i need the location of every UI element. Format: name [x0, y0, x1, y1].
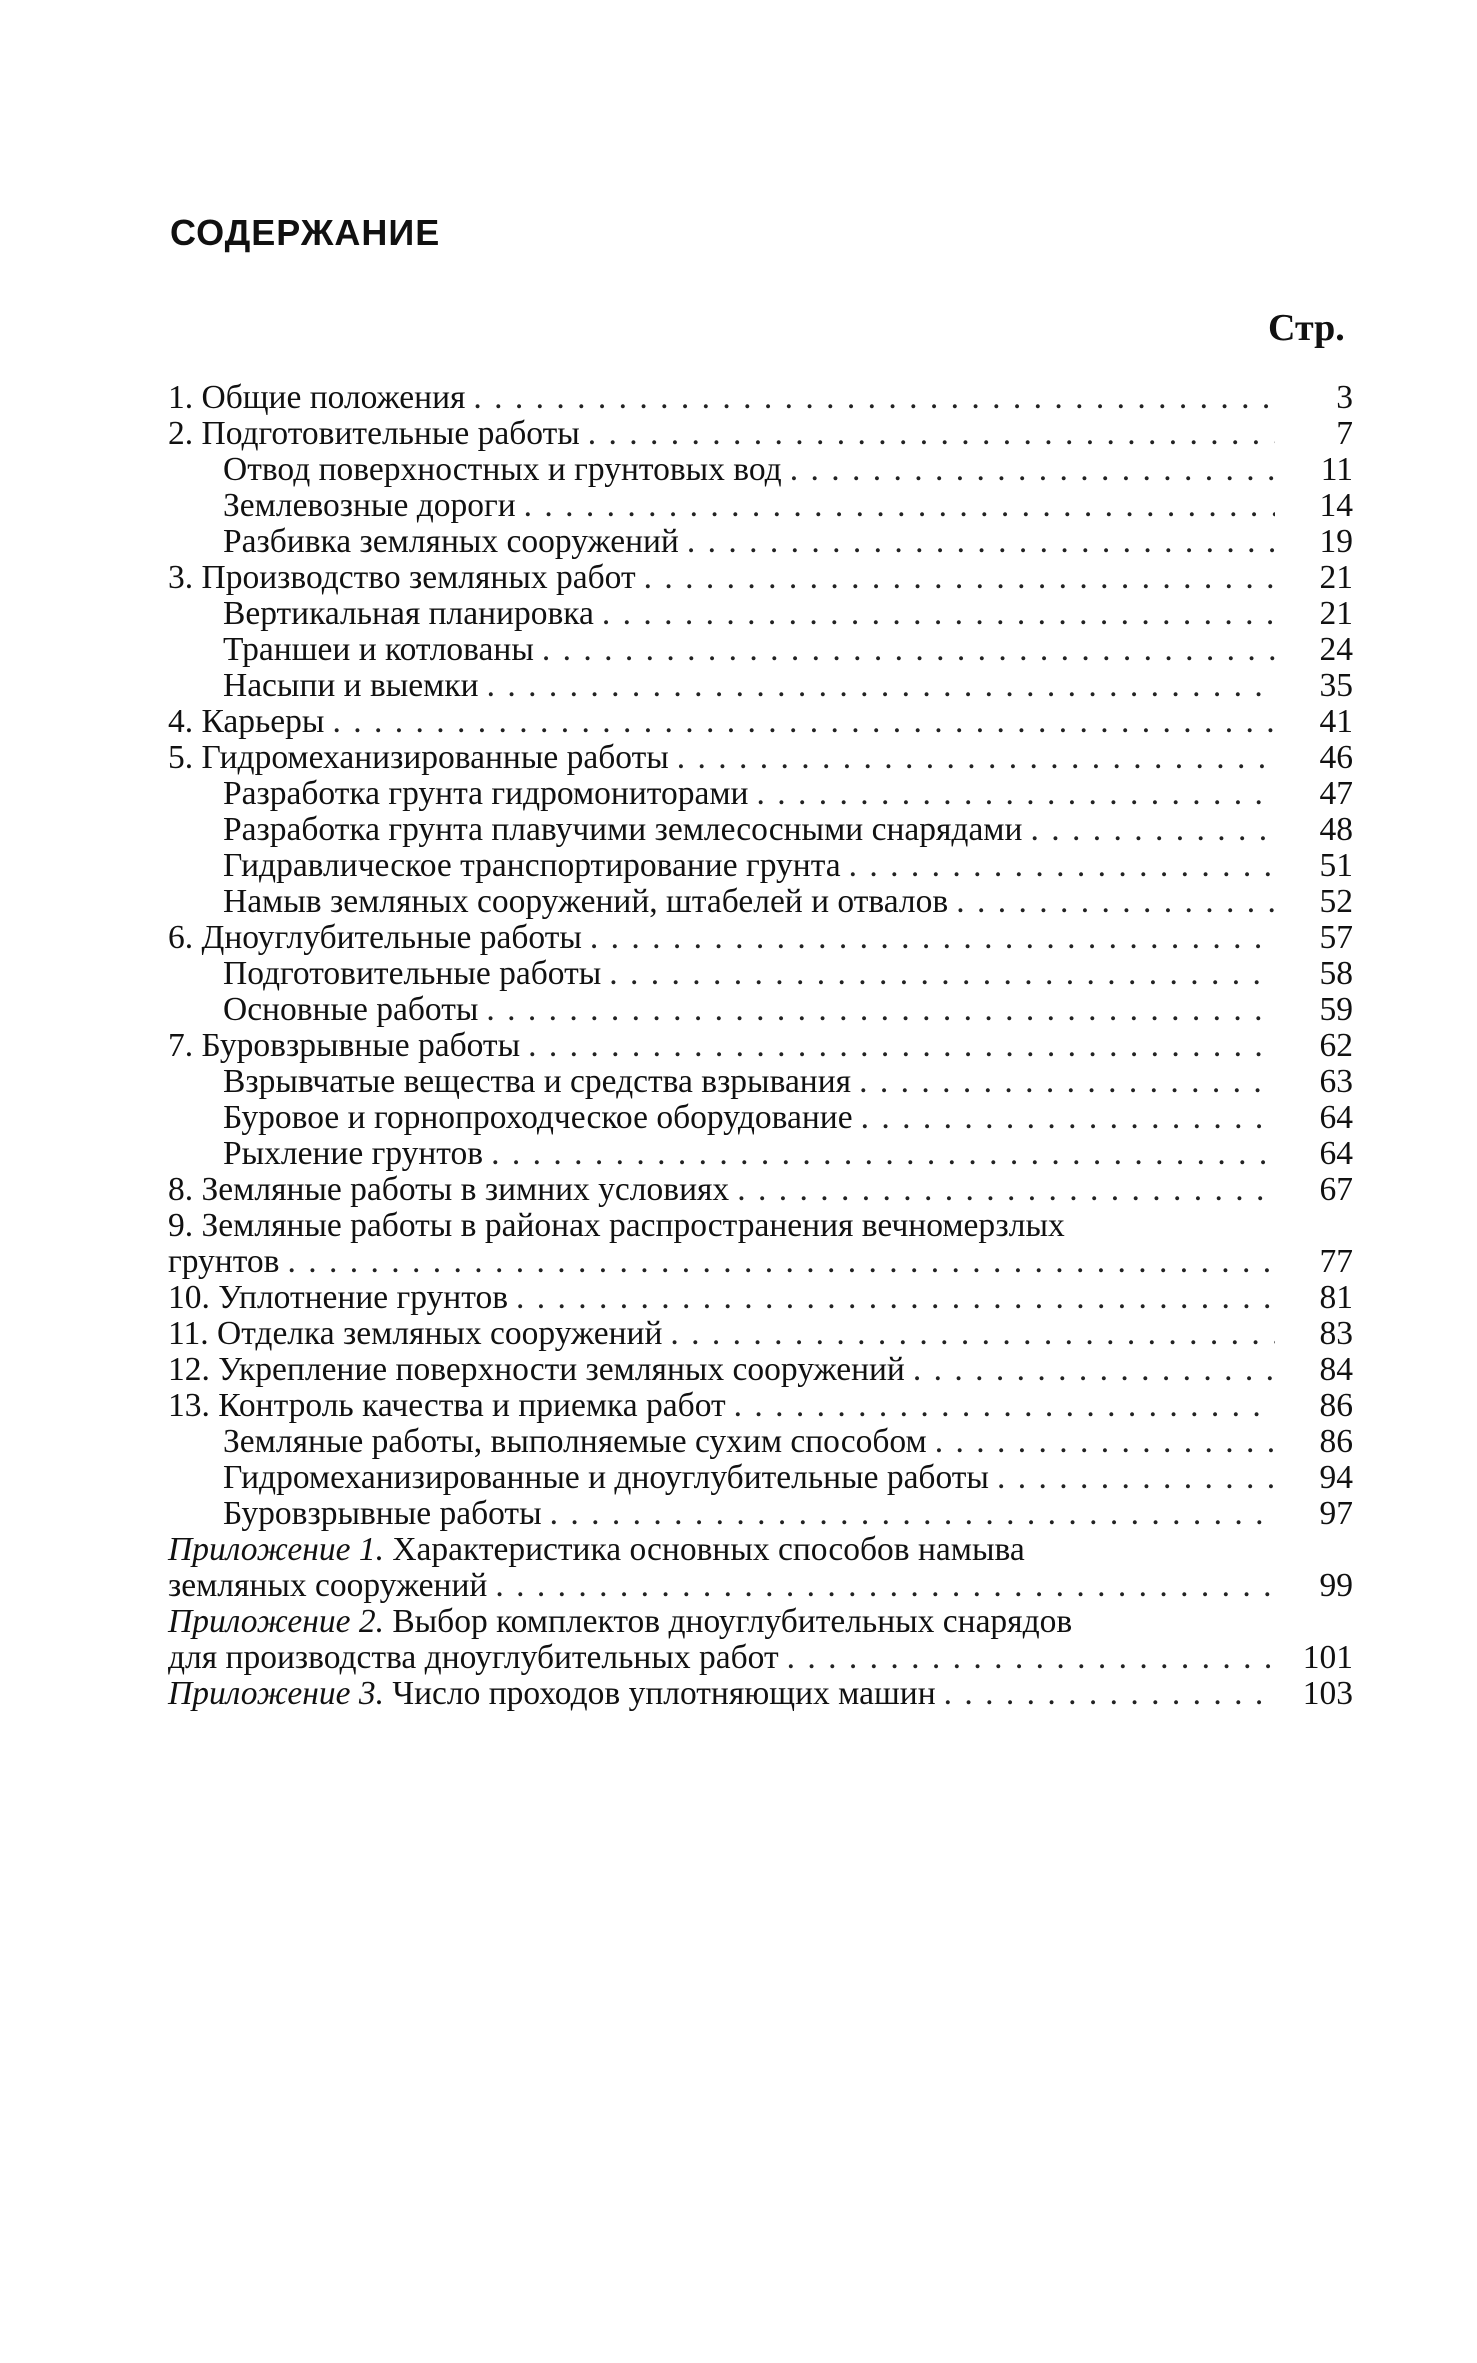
toc-entry-title: 5. Гидромеханизированные работы: [168, 739, 669, 776]
toc-entry-page: 86: [1319, 1387, 1353, 1424]
dot-leader: [528, 1028, 1275, 1064]
toc-entry-title: грунтов: [168, 1243, 280, 1280]
toc-entry-page: 51: [1319, 847, 1353, 884]
page-column-label: Стр.: [1268, 307, 1345, 349]
toc-entry-title: Намыв земляных сооружений, штабелей и отвалов: [223, 883, 949, 920]
toc-entry-page: 64: [1319, 1099, 1353, 1136]
dot-leader: [935, 1424, 1275, 1460]
dot-leader: [913, 1352, 1275, 1388]
toc-entry-page: 46: [1319, 739, 1353, 776]
appendix-label: Приложение 3.: [168, 1675, 384, 1712]
dot-leader: [602, 596, 1275, 632]
toc-entry-title: Земляные работы, выполняемые сухим способом: [223, 1423, 927, 1460]
toc-entry[interactable]: [168, 1100, 1353, 1136]
toc-entry-page: 24: [1319, 631, 1353, 668]
toc-entry-page: 63: [1319, 1063, 1353, 1100]
toc-entry-title: Рыхление грунтов: [223, 1135, 484, 1172]
toc-entry[interactable]: [168, 1064, 1353, 1100]
toc-entry-title: Вертикальная планировка: [223, 595, 594, 632]
toc-entry[interactable]: [168, 380, 1353, 416]
toc-entry[interactable]: [168, 1136, 1353, 1172]
toc-entry[interactable]: [168, 560, 1353, 596]
toc-entry[interactable]: [168, 704, 1353, 740]
toc-entry[interactable]: [168, 1604, 1353, 1676]
toc-entry-title-wrap: [168, 1676, 936, 1712]
toc-entry[interactable]: [168, 1028, 1353, 1064]
toc-entry[interactable]: [168, 452, 1353, 488]
toc-entry-title: для производства дноуглубительных работ: [168, 1639, 779, 1676]
toc-entry-title: Разработка грунта плавучими землесосными снарядами: [223, 811, 1023, 848]
dot-leader: [609, 956, 1275, 992]
toc-entry[interactable]: [168, 1352, 1353, 1388]
dot-leader: [790, 452, 1275, 488]
toc-entry[interactable]: [168, 776, 1353, 812]
toc-entry-page: 83: [1319, 1315, 1353, 1352]
dot-leader: [644, 560, 1275, 596]
toc-entry[interactable]: [168, 992, 1353, 1028]
toc-entry[interactable]: [168, 1532, 1353, 1604]
dot-leader: [491, 1136, 1275, 1172]
toc-entry-page: 103: [1302, 1675, 1353, 1712]
toc-entry-title: 9. Земляные работы в районах распространения вечномерзлых: [168, 1207, 1065, 1244]
toc-entry[interactable]: [168, 632, 1353, 668]
toc-entry[interactable]: [168, 1316, 1353, 1352]
toc-entry-title: 3. Производство земляных работ: [168, 559, 636, 596]
toc-entry-title: 10. Уплотнение грунтов: [168, 1279, 509, 1316]
toc-entry-title: Насыпи и выемки: [223, 667, 479, 704]
dot-leader: [473, 380, 1275, 416]
toc-entry-page: 41: [1319, 703, 1353, 740]
toc-entry-title: 12. Укрепление поверхности земляных сооружений: [168, 1351, 905, 1388]
toc-entry-title: 2. Подготовительные работы: [168, 415, 580, 452]
toc-entry-page: 59: [1319, 991, 1353, 1028]
toc-entry-page: 52: [1319, 883, 1353, 920]
toc-entry-page: 81: [1319, 1279, 1353, 1316]
toc-entry-title: Траншеи и котлованы: [223, 631, 534, 668]
toc-entry-title: Подготовительные работы: [223, 955, 602, 992]
toc-entry-page: 84: [1319, 1351, 1353, 1388]
toc-entry-title: 8. Земляные работы в зимних условиях: [168, 1171, 730, 1208]
toc-entry-title: Буровое и горнопроходческое оборудование: [223, 1099, 853, 1136]
dot-leader: [516, 1280, 1275, 1316]
toc-entry-page: 86: [1319, 1423, 1353, 1460]
toc-entry[interactable]: [168, 956, 1353, 992]
toc-entry-page: 97: [1319, 1495, 1353, 1532]
dot-leader: [687, 524, 1275, 560]
dot-leader: [849, 848, 1275, 884]
toc-entry-title: Гидравлическое транспортирование грунта: [223, 847, 841, 884]
toc-entry-page: 47: [1319, 775, 1353, 812]
toc-entry-title: 1. Общие положения: [168, 379, 466, 416]
dot-leader: [734, 1388, 1275, 1424]
toc-entry[interactable]: [168, 668, 1353, 704]
toc-entry-page: 94: [1319, 1459, 1353, 1496]
toc-entry-title: Взрывчатые вещества и средства взрывания: [223, 1063, 852, 1100]
dot-leader: [550, 1496, 1275, 1532]
dot-leader: [1030, 812, 1275, 848]
toc-entry[interactable]: [168, 488, 1353, 524]
toc-entry[interactable]: [168, 524, 1353, 560]
dot-leader: [590, 920, 1275, 956]
dot-leader: [524, 488, 1275, 524]
toc-entry-title: Буровзрывные работы: [223, 1495, 542, 1532]
toc-entry-title: земляных сооружений: [168, 1567, 488, 1604]
dot-leader: [861, 1100, 1275, 1136]
dot-leader: [944, 1676, 1275, 1712]
toc-entry[interactable]: [168, 1388, 1353, 1424]
dot-leader: [332, 704, 1275, 740]
toc-entry-page: 62: [1319, 1027, 1353, 1064]
dot-leader: [756, 776, 1275, 812]
dot-leader: [956, 884, 1275, 920]
toc-entry-line: [168, 1568, 1353, 1604]
toc-entry-line: [168, 1244, 1353, 1280]
toc-entry[interactable]: [168, 884, 1353, 920]
dot-leader: [495, 1568, 1275, 1604]
dot-leader: [787, 1640, 1275, 1676]
toc-entry-page: 101: [1302, 1639, 1353, 1676]
toc-entry-title: Характеристика основных способов намыва: [392, 1531, 1025, 1568]
toc-entry-line: [168, 1640, 1353, 1676]
toc-entry[interactable]: [168, 740, 1353, 776]
toc-entry-title: 11. Отделка земляных сооружений: [168, 1315, 663, 1352]
dot-leader: [737, 1172, 1275, 1208]
toc-entry-page: 58: [1319, 955, 1353, 992]
toc-entry-title: 7. Буровзрывные работы: [168, 1027, 521, 1064]
toc-entry-line: [168, 1208, 1353, 1244]
toc-entry-title: Землевозные дороги: [223, 487, 516, 524]
toc-entry[interactable]: [168, 848, 1353, 884]
dot-leader: [542, 632, 1275, 668]
toc-entry[interactable]: [168, 1460, 1353, 1496]
toc-entry[interactable]: [168, 920, 1353, 956]
toc-entry-title: 6. Дноуглубительные работы: [168, 919, 582, 956]
dot-leader: [677, 740, 1275, 776]
toc-entry-title: Разработка грунта гидромониторами: [223, 775, 749, 812]
dot-leader: [288, 1244, 1276, 1280]
toc-entry[interactable]: [168, 416, 1353, 452]
toc-entry-line: [168, 1532, 1353, 1568]
dot-leader: [487, 668, 1275, 704]
table-of-contents: [168, 380, 1353, 1712]
toc-entry-title: Выбор комплектов дноуглубительных снарядов: [392, 1603, 1073, 1640]
toc-entry-title: Разбивка земляных сооружений: [223, 523, 679, 560]
dot-leader: [859, 1064, 1275, 1100]
toc-entry-page: 57: [1319, 919, 1353, 956]
toc-entry-page: 67: [1319, 1171, 1353, 1208]
toc-entry-page: 3: [1336, 379, 1353, 416]
toc-entry-title: Гидромеханизированные и дноуглубительные работы: [223, 1459, 989, 1496]
toc-entry-page: 11: [1320, 451, 1353, 488]
toc-entry-page: 99: [1319, 1567, 1353, 1604]
toc-entry[interactable]: [168, 596, 1353, 632]
toc-entry-page: 35: [1319, 667, 1353, 704]
toc-entry-title: Число проходов уплотняющих машин: [392, 1675, 936, 1712]
toc-entry[interactable]: [168, 812, 1353, 848]
toc-entry-page: 64: [1319, 1135, 1353, 1172]
toc-entry[interactable]: [168, 1496, 1353, 1532]
toc-entry-page: 77: [1319, 1243, 1353, 1280]
toc-entry-page: 48: [1319, 811, 1353, 848]
toc-entry[interactable]: [168, 1280, 1353, 1316]
toc-entry-title: 13. Контроль качества и приемка работ: [168, 1387, 726, 1424]
toc-entry[interactable]: [168, 1424, 1353, 1460]
dot-leader: [588, 416, 1275, 452]
toc-entry[interactable]: [168, 1208, 1353, 1280]
page-title: СОДЕРЖАНИЕ: [170, 212, 441, 253]
toc-entry-page: 21: [1319, 595, 1353, 632]
appendix-label: Приложение 2.: [168, 1603, 384, 1640]
toc-entry-page: 19: [1319, 523, 1353, 560]
toc-entry-line: [168, 1604, 1353, 1640]
toc-entry-title: 4. Карьеры: [168, 703, 325, 740]
dot-leader: [670, 1316, 1275, 1352]
toc-entry[interactable]: [168, 1676, 1353, 1712]
toc-entry[interactable]: [168, 1172, 1353, 1208]
appendix-label: Приложение 1.: [168, 1531, 384, 1568]
toc-entry-page: 14: [1319, 487, 1353, 524]
toc-entry-title: Основные работы: [223, 991, 479, 1028]
toc-entry-title: Отвод поверхностных и грунтовых вод: [223, 451, 782, 488]
dot-leader: [486, 992, 1275, 1028]
toc-entry-page: 21: [1319, 559, 1353, 596]
toc-entry-page: 7: [1336, 415, 1353, 452]
dot-leader: [997, 1460, 1275, 1496]
